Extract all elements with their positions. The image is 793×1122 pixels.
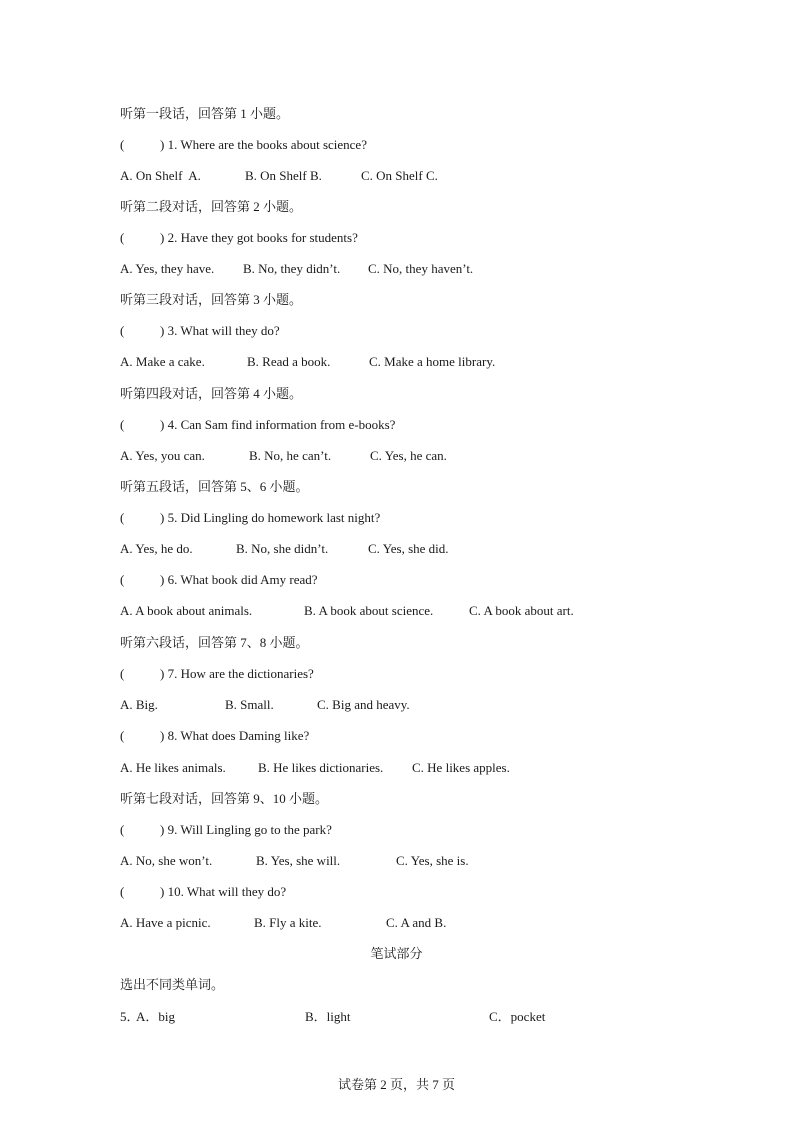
section-instruction: 听第五段话，回答第 5、6 小题。 [120,479,309,494]
answer-option: C. No, they haven’t. [368,261,474,276]
question [120,417,395,433]
answer-blank[interactable]: ( [120,572,125,587]
answer-blank[interactable]: ( [120,822,125,837]
question [120,323,280,339]
question-number: 6 [167,572,175,587]
answer-blank[interactable]: ( [120,728,125,743]
answer-blank[interactable]: ( [120,137,125,152]
question [120,137,367,153]
question [120,884,286,900]
answer-option: C. Yes, she is. [396,853,469,868]
question-dot: . [174,417,181,432]
question-dot: . [174,230,181,245]
question-dot: . [180,884,187,899]
question-number: 2 [167,230,175,245]
question-text: What does Daming like? [180,728,310,743]
answer-option: A. A book about animals. [120,603,253,618]
answer-blank-close: ) [160,510,168,525]
answer-option: C. On Shelf C. [361,168,438,183]
answer-option: A. He likes animals. [120,760,226,775]
question-number: 8 [167,728,175,743]
answer-blank[interactable]: ( [120,323,125,338]
written-part-title: 笔试部分 [370,946,423,961]
question-dot: . [174,323,181,338]
answer-option: B. No, she didn’t. [236,541,329,556]
written-option-b: B．light [305,1009,351,1024]
section-instruction: 听第六段话，回答第 7、8 小题。 [120,635,309,650]
answer-option: B. He likes dictionaries. [258,760,384,775]
answer-option: B. On Shelf B. [245,168,322,183]
answer-option: A. Have a picnic. [120,915,211,930]
question-text: Where are the books about science? [180,137,367,152]
question-text: How are the dictionaries? [180,666,314,681]
answer-option: B. A book about science. [304,603,434,618]
answer-option: A. Yes, they have. [120,261,215,276]
written-question-number: 5． [120,1009,140,1024]
question-text: Did Lingling do homework last night? [180,510,381,525]
answer-option: A. No, she won’t. [120,853,213,868]
question-text: Can Sam find information from e-books? [180,417,396,432]
answer-blank[interactable]: ( [120,510,125,525]
answer-option: A. Yes, he do. [120,541,193,556]
answer-option: B. Fly a kite. [254,915,322,930]
question-dot: . [174,510,181,525]
question-text: What book did Amy read? [180,572,318,587]
answer-option: C. Big and heavy. [317,697,410,712]
written-option-c: C．pocket [489,1009,546,1024]
answer-blank-close: ) [160,666,168,681]
answer-blank-close: ) [160,572,168,587]
answer-option: A. Big. [120,697,158,712]
question-number: 9 [167,822,175,837]
answer-option: C. Make a home library. [369,354,496,369]
answer-option: A. Make a cake. [120,354,205,369]
answer-option: C. A book about art. [469,603,574,618]
answer-option: C. A and B. [386,915,447,930]
question-number: 4 [167,417,175,432]
question-number: 5 [167,510,175,525]
answer-blank[interactable]: ( [120,666,125,681]
section-instruction: 听第七段对话，回答第 9、10 小题。 [120,791,329,806]
answer-option: B. Yes, she will. [256,853,341,868]
question [120,230,358,246]
question-text: What will they do? [180,323,280,338]
answer-blank[interactable]: ( [120,417,125,432]
answer-option: C. He likes apples. [412,760,510,775]
answer-blank-close: ) [160,728,168,743]
question-number: 10 [167,884,181,899]
question-dot: . [174,822,181,837]
question [120,510,380,526]
written-part-instruction: 选出不同类单词。 [120,977,225,992]
question-text: Have they got books for students? [180,230,358,245]
answer-option: A. On Shelf A. [120,168,201,183]
answer-option: A. Yes, you can. [120,448,205,463]
answer-blank-close: ) [160,323,168,338]
question [120,572,318,588]
question-dot: . [174,666,181,681]
question-dot: . [174,572,181,587]
section-instruction: 听第二段对话，回答第 2 小题。 [120,199,303,214]
answer-blank[interactable]: ( [120,884,125,899]
section-instruction: 听第三段对话，回答第 3 小题。 [120,292,303,307]
answer-blank-close: ) [160,822,168,837]
section-instruction: 听第一段话，回答第 1 小题。 [120,106,290,121]
question-number: 7 [167,666,175,681]
written-option-a: A．big [136,1009,176,1024]
question [120,822,332,838]
answer-option: C. Yes, he can. [370,448,447,463]
question [120,728,309,744]
question-dot: . [174,137,181,152]
question-number: 1 [167,137,175,152]
page-footer: 试卷第 2 页，共 7 页 [337,1077,455,1092]
question [120,666,314,682]
answer-blank-close: ) [160,884,168,899]
answer-option: B. No, he can’t. [249,448,332,463]
answer-option: B. No, they didn’t. [243,261,341,276]
answer-option: B. Small. [225,697,274,712]
question-text: What will they do? [186,884,287,899]
question-dot: . [174,728,181,743]
question-text: Will Lingling go to the park? [180,822,332,837]
answer-option: B. Read a book. [247,354,331,369]
answer-blank-close: ) [160,417,168,432]
answer-blank-close: ) [160,137,168,152]
answer-option: C. Yes, she did. [368,541,449,556]
answer-blank-close: ) [160,230,168,245]
question-number: 3 [167,323,175,338]
section-instruction: 听第四段对话，回答第 4 小题。 [120,386,303,401]
answer-blank[interactable]: ( [120,230,125,245]
